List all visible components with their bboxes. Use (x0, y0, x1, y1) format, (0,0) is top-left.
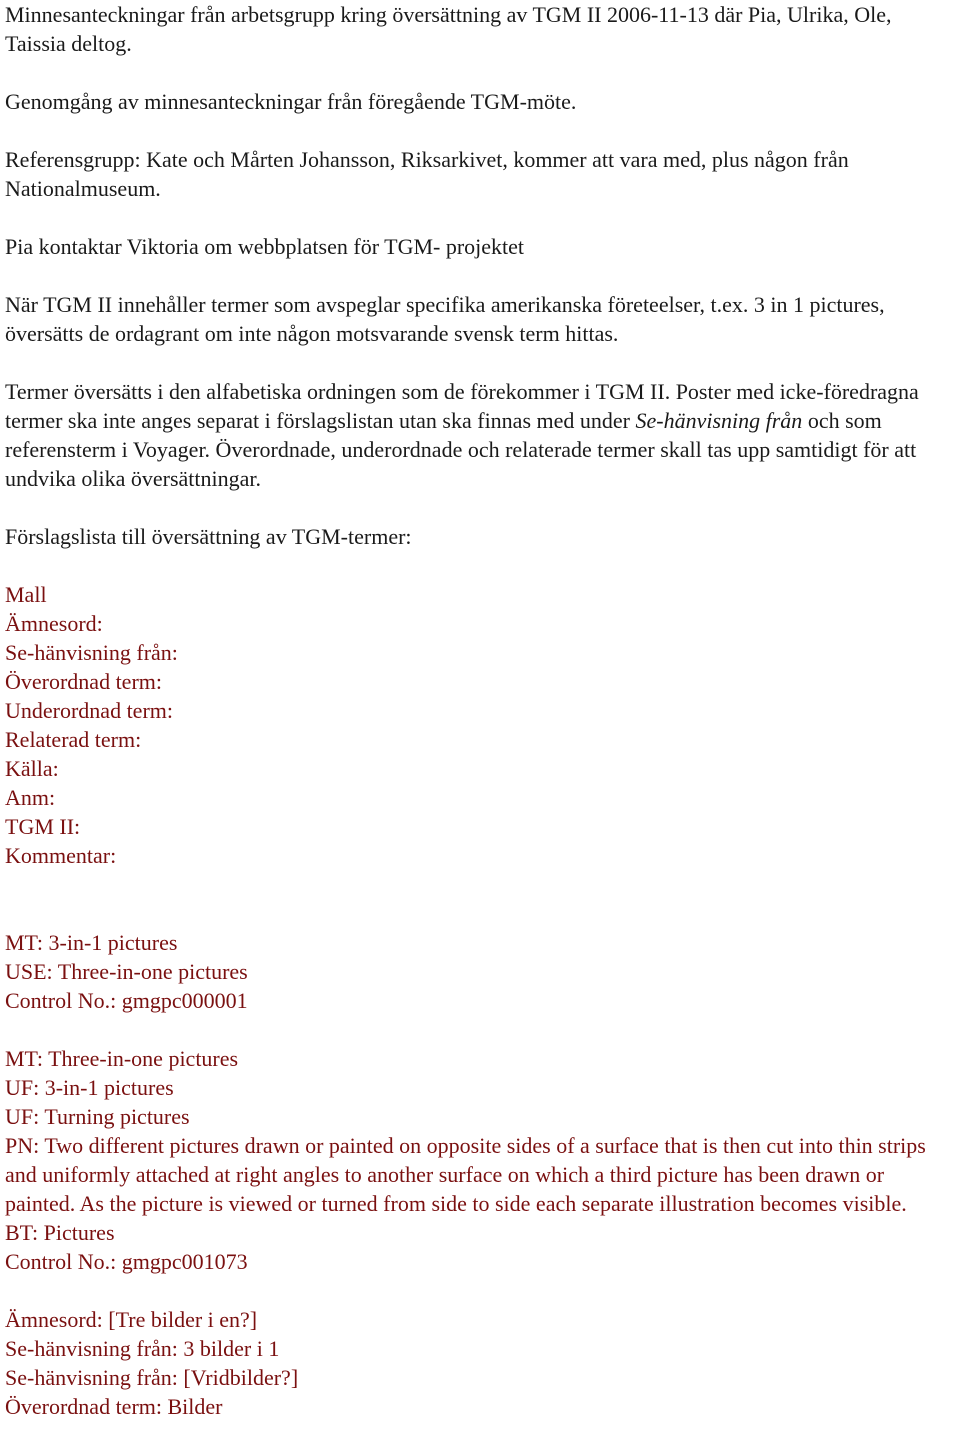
american-terms-paragraph: När TGM II innehåller termer som avspeglar specifika amerikanska företeelser, t.ex. 3 in 1 pictures, översätts de ordagrant om inte någon motsvarande svensk term hittas. (5, 292, 885, 346)
proposal-line: Se-hänvisning från: 3 bilder i 1 (5, 1336, 280, 1361)
record-three-in-one (5, 1044, 956, 1276)
translation-order-paragraph (5, 377, 956, 493)
template-line: Relaterad term: (5, 727, 142, 752)
template-block (5, 580, 956, 870)
template-line: Se-hänvisning från: (5, 640, 178, 665)
record-line: MT: Three-in-one pictures (5, 1046, 239, 1071)
proposal-line: Se-hänvisning från: [Vridbilder?] (5, 1365, 299, 1390)
template-line: Ämnesord: (5, 611, 103, 636)
proposal-line: Överordnad term: Bilder (5, 1394, 223, 1419)
record-line: USE: Three-in-one pictures (5, 959, 248, 984)
template-line: Kommentar: (5, 843, 117, 868)
record-3-in-1 (5, 928, 956, 1015)
record-line: Control No.: gmgpc001073 (5, 1249, 248, 1274)
order-text-emphasis: Se-hänvisning från (635, 408, 803, 433)
template-line: Anm: (5, 785, 56, 810)
contact-paragraph: Pia kontaktar Viktoria om webbplatsen för TGM- projektet (5, 234, 525, 259)
proposal-list-heading: Förslagslista till översättning av TGM-termer: (5, 524, 412, 549)
record-line: UF: Turning pictures (5, 1104, 190, 1129)
template-line: Mall (5, 582, 47, 607)
review-paragraph: Genomgång av minnesanteckningar från föregående TGM-möte. (5, 89, 577, 114)
proposal-line: Ämnesord: [Tre bilder i en?] (5, 1307, 258, 1332)
meeting-header: Minnesanteckningar från arbetsgrupp kring översättning av TGM II 2006-11-13 där Pia, Ulrika, Ole, Taissia deltog. (5, 2, 892, 56)
order-text-a: Termer översätts i den alfabetiska ordningen som de förekommer i TGM II. Poster med icke-föredragna termer ska inte anges separat i förslagslistan utan ska finnas med under (5, 379, 919, 433)
swedish-proposal (5, 1305, 956, 1421)
template-line: Underordnad term: (5, 698, 173, 723)
order-text-b: och som referensterm i Voyager. Överordnade, underordnade och relaterade termer skall tas upp samtidigt för att undvika olika översättningar. (5, 408, 917, 491)
scope-note: PN: Two different pictures drawn or painted on opposite sides of a surface that is then cut into thin strips and uniformly attached at right angles to another surface on which a third picture has been drawn or painted. As the picture is viewed or turned from side to side each separate illustration becomes visible. (5, 1133, 926, 1216)
record-line: UF: 3-in-1 pictures (5, 1075, 174, 1100)
record-line: MT: 3-in-1 pictures (5, 930, 178, 955)
template-line: TGM II: (5, 814, 81, 839)
record-line: Control No.: gmgpc000001 (5, 988, 248, 1013)
template-line: Överordnad term: (5, 669, 162, 694)
template-line: Källa: (5, 756, 59, 781)
reference-group-paragraph: Referensgrupp: Kate och Mårten Johansson, Riksarkivet, kommer att vara med, plus någon från Nationalmuseum. (5, 147, 849, 201)
record-line: BT: Pictures (5, 1220, 115, 1245)
